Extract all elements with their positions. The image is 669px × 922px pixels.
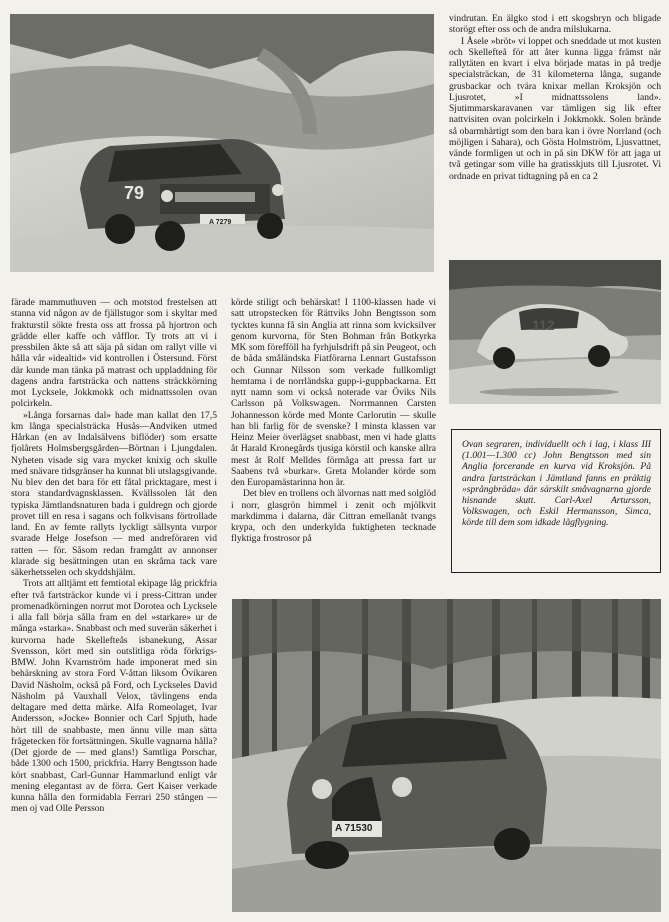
- paragraph: vindrutan. En älgko stod i ett skogsbryn och bligade storögt efter oss och de andra milslukarna.: [449, 13, 661, 36]
- bottom-photo-plate: A 71530: [335, 823, 373, 834]
- text-column-right-top: [449, 13, 661, 182]
- beetle-race-number: 112: [532, 317, 555, 333]
- text-column-left: [11, 297, 217, 815]
- photo-ford-anglia-curve: [10, 14, 434, 272]
- paragraph: Trots att alltjämt ett femtiotal ekipage låg prickfria efter två fartsträckor kunde vi i press-Cittran under promenadkörningen norrut mot Dorotea och Lycksele i alla fall börja sålla fram en del »starkare» ur de många »starka». Snabbast och med suverän säkerhet i kurvorna hade Skellefteås isbanekung, Assar Svensson, kört med sin outslitliga röda förkrigs-BMW. John Kvarnström hade imponerat med sin behärskning av stora Ford V-åttan liksom Övikaren David Näsholm, också på Ford, och Lyckseles David Näsholm på Vauxhall Velox, tävlingens enda deltagare med detta märke. Alfa Romeolaget, Ivar Andersson, »Jocke» Bonnier och Carl Spjuth, hade hört till de snabbaste, men ännu ville man sätta frågetecken för fortsättningen. Skulle vagnarna hålla? (Det gjorde de — med glans!) Samtliga Porschar, både 1300 och 1500, prickfria. Harry Bengtsson hade kört snabbast, Carl-Gunnar Hammarlund enligt vår mening elegantast av de förra. Gert Kaiser verkade kunna hålla den formidabla Ferrari 250 stången — men oj vad Olle Persson: [11, 578, 217, 815]
- paragraph: körde stiligt och behärskat! I 1100-klassen hade vi satt utropstecken för Rättviks John Bengtsson som tycktes kunna få sin Anglia att rinna som kvicksilver genom kurvorna, för Sten Bohman från Botkyrka MK som förefföll ha fyrhjulsdrift på sin Peugeot, och de båda småländska Fiatförarna Lennart Gustafsson och Gunnar Nilsson som verkade fullkomligt hemtama i de norrländska gupp-i-guppbackarna. Ett nytt namn som vi också noterade var Öviks Nils Carlsson på Volkswagen. Norrmannen Carsten Johannesson körde med Monte Carlorutin — skulle han bli farlig för de svenske? I minsta klassen var Heinz Meier överlägset snabbast, men vi hade glatts åt Harald Kronegårds tjusiga körstil och kanske allra mest åt Rolf Melldes förmåga att pressa fart ur Saabens två »burkar». Greta Molander körde som den Europamästarinna hon är.: [231, 297, 436, 488]
- photo-volkswagen-jump: [449, 260, 661, 404]
- paragraph: Det blev en trollens och älvornas natt med solglöd i norr, glasgrön himmel i zenit och mjölkvit markdimma i dalarna, där Cittran emellanåt tvangs krypa, och den underkylda fuktigheten tecknade flyktiga frostrosor på: [231, 488, 436, 545]
- photo-caption-box: Ovan segraren, individuellt och i lag, i klass III (1.001—1.300 cc) John Bengtsson med sin Anglia forcerande en kurva vid Kroksjön. På andra fartsträckan i Jämtland fanns en präktig »språngbräda» där särskilt småvagnarna gjorde hisnande skutt. Carl-Axel Artursson, Volkswagen, och Eskil Hermansson, Simca, körde till dem som idkade lågflygning.: [451, 429, 661, 573]
- paragraph: I Åsele »bröt» vi loppet och sneddade ut mot kusten och Skellefteå för att åter kunna ligga främst när rallytäten en kvart i elva började matas in på tredje specialsträckan, de 31 kilometerna långa, sugande grusbackar och tvära knixar mellan Kroksjön och Ljusrotet, »I midnattssolens land». Sjutimmarskaravanen var tämligen sig lik efter nattvisiten ovan polcirkeln i Jokkmokk. Solen brände så obarmhärtigt som den bara kan i övre Norrland (och möjligen i Sahara), och Gösta Holmström, Ljusvattnet, vände formligen ut och in på sin DKW för att jaga ut två getingar som ville ha gratisskjuts till Ljusrotet. Vi ordnade en privat tidtagning på en ca 2: [449, 35, 661, 182]
- text-column-middle: [231, 297, 436, 545]
- paragraph: »Långa forsarnas dal» hade man kallat den 17,5 km långa specialsträcka Husås—Andviken utmed Hårkan (en av Indalsälvens biflöder) som ersatte fjolårets Holmsbergsgården—Börtnan i Ljungdalen. Nyheten visade sig vara mycket knixig och skulle med snävare tidsgränser ha kunnat bli utslagsgivande. Nu blev den det bara för ett fåtal pricktagare, mest i stora standardvagnsklassen. Kvällssolen lät den typiska Jämtlandsnaturen bada i guldregn och gjorde provet till en resa i sagans och folkvisans förtrollade land. En av femte rallyts lyckligt sällsynta vurpor svarade Helge Josefson — med andreföraren vid ratten — för. Såsom redan framgått av annonser klarade sig besättningen utan en skråma tack vare säkerhetsselen och skyddshjälm.: [11, 409, 217, 578]
- top-photo-plate: A 7279: [209, 219, 232, 226]
- car-number-79: 79: [124, 183, 145, 203]
- paragraph: färade mammuthuven — och motstod frestelsen att stanna vid någon av de fjällstugor som i skyltar med frakturstil sökte fresta oss att frossa på hjortron och grädde eller kaffe och våfflor. Ty trots att vi i pressbilen åkte så att säja på sidan om rallyt ville vi hålla vår »idealtid» vid kontrollen i Östersund. Först där kunde man tänka på matrast och uppladdning för dagens andra fartsträcka och nattens sträckkörning mot Lycksele, Jokkmokk och midnattssolen ovan polcirkeln.: [11, 297, 217, 410]
- photo-saab-forest-road: [232, 599, 661, 912]
